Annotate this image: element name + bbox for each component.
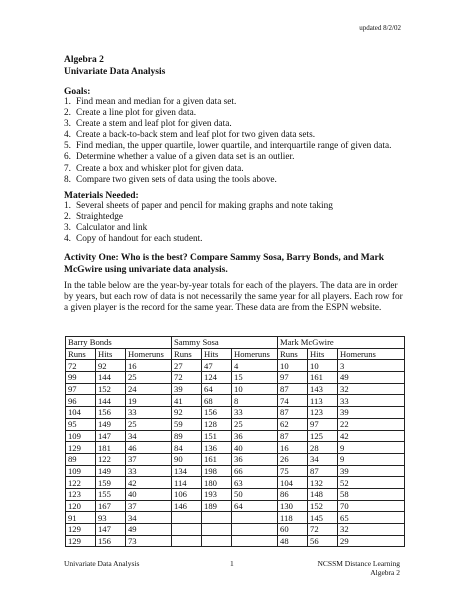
table-cell: 99 bbox=[66, 372, 96, 384]
table-cell: 97 bbox=[308, 418, 338, 430]
table-cell: 25 bbox=[126, 372, 172, 384]
table-cell: 167 bbox=[96, 500, 126, 512]
column-header: Homeruns bbox=[232, 348, 278, 360]
table-cell: 123 bbox=[66, 488, 96, 500]
table-cell: 63 bbox=[232, 477, 278, 489]
footer-course-line: Algebra 2 bbox=[370, 568, 400, 577]
table-cell: 120 bbox=[66, 500, 96, 512]
document-title bbox=[64, 54, 165, 78]
table-cell bbox=[172, 535, 202, 547]
table-row bbox=[66, 477, 405, 489]
table-cell: 39 bbox=[172, 383, 202, 395]
table-cell: 10 bbox=[278, 360, 308, 372]
table-cell: 125 bbox=[308, 430, 338, 442]
table-cell: 37 bbox=[126, 500, 172, 512]
table-cell: 8 bbox=[232, 395, 278, 407]
footer-publisher bbox=[318, 559, 401, 577]
table-cell: 149 bbox=[96, 465, 126, 477]
table-cell: 152 bbox=[96, 383, 126, 395]
table-cell: 33 bbox=[126, 407, 172, 419]
table-cell: 25 bbox=[232, 418, 278, 430]
table-cell: 161 bbox=[202, 453, 232, 465]
table-cell: 124 bbox=[202, 372, 232, 384]
table-cell: 72 bbox=[66, 360, 96, 372]
column-header: Hits bbox=[96, 348, 126, 360]
table-cell: 42 bbox=[338, 430, 405, 442]
table-cell: 16 bbox=[126, 360, 172, 372]
table-cell: 109 bbox=[66, 430, 96, 442]
table-cell: 180 bbox=[202, 477, 232, 489]
goals-list bbox=[64, 97, 391, 186]
table-cell: 24 bbox=[126, 383, 172, 395]
footer-publisher-line: NCSSM Distance Learning bbox=[317, 559, 400, 568]
table-cell: 10 bbox=[308, 360, 338, 372]
table-row bbox=[66, 372, 405, 384]
table-cell: 42 bbox=[126, 477, 172, 489]
goals-heading: Goals: bbox=[64, 87, 91, 97]
table-row bbox=[66, 442, 405, 454]
table-cell: 134 bbox=[172, 465, 202, 477]
stats-body bbox=[66, 360, 405, 547]
goal-item: 5. Find median, the upper quartile, lower quartile, and interquartile range of given data. bbox=[64, 141, 392, 152]
table-row bbox=[66, 500, 405, 512]
table-cell: 3 bbox=[338, 360, 405, 372]
column-header: Homeruns bbox=[126, 348, 172, 360]
table-cell: 9 bbox=[338, 453, 405, 465]
goal-item: 2. Create a line plot for given data. bbox=[64, 108, 197, 119]
table-cell: 93 bbox=[96, 512, 126, 524]
table-cell: 149 bbox=[96, 418, 126, 430]
table-cell: 36 bbox=[232, 453, 278, 465]
table-cell: 32 bbox=[338, 524, 405, 536]
table-cell: 89 bbox=[172, 430, 202, 442]
table-cell: 144 bbox=[96, 395, 126, 407]
table-cell: 33 bbox=[232, 407, 278, 419]
table-row bbox=[66, 383, 405, 395]
materials-heading: Materials Needed: bbox=[64, 191, 139, 201]
column-header: Homeruns bbox=[338, 348, 405, 360]
table-cell: 49 bbox=[126, 524, 172, 536]
table-row bbox=[66, 535, 405, 547]
table-cell: 27 bbox=[172, 360, 202, 372]
player-name-sosa: Sammy Sosa bbox=[172, 337, 278, 349]
table-cell: 59 bbox=[172, 418, 202, 430]
table-cell bbox=[202, 512, 232, 524]
table-row bbox=[66, 360, 405, 372]
player-name-bonds: Barry Bonds bbox=[66, 337, 172, 349]
table-cell: 90 bbox=[172, 453, 202, 465]
table-cell: 87 bbox=[278, 383, 308, 395]
activity-heading: Activity One: Who is the best? Compare Sammy Sosa, Barry Bonds, and Mark McGwire using univariate data analysis. bbox=[64, 253, 385, 275]
table-cell: 19 bbox=[126, 395, 172, 407]
updated-date: updated 8/2/02 bbox=[359, 24, 401, 32]
table-cell: 159 bbox=[96, 477, 126, 489]
table-cell: 84 bbox=[172, 442, 202, 454]
table-cell: 40 bbox=[126, 488, 172, 500]
table-cell: 86 bbox=[278, 488, 308, 500]
table-cell: 64 bbox=[232, 500, 278, 512]
table-cell: 97 bbox=[66, 383, 96, 395]
table-cell: 189 bbox=[202, 500, 232, 512]
table-cell: 52 bbox=[338, 477, 405, 489]
table-cell: 15 bbox=[232, 372, 278, 384]
table-cell: 193 bbox=[202, 488, 232, 500]
table-cell: 22 bbox=[338, 418, 405, 430]
table-cell: 118 bbox=[278, 512, 308, 524]
table-cell: 143 bbox=[308, 383, 338, 395]
table-cell: 47 bbox=[202, 360, 232, 372]
table-cell: 32 bbox=[338, 383, 405, 395]
table-cell: 68 bbox=[202, 395, 232, 407]
course-title: Algebra 2 bbox=[64, 55, 104, 65]
table-cell: 72 bbox=[308, 524, 338, 536]
unit-title: Univariate Data Analysis bbox=[64, 67, 166, 77]
column-header: Runs bbox=[278, 348, 308, 360]
table-cell: 122 bbox=[96, 453, 126, 465]
table-row bbox=[66, 395, 405, 407]
table-cell: 49 bbox=[338, 372, 405, 384]
footer-title: Univariate Data Analysis bbox=[64, 559, 140, 568]
table-cell: 58 bbox=[338, 488, 405, 500]
table-row bbox=[66, 488, 405, 500]
table-cell: 106 bbox=[172, 488, 202, 500]
column-header: Hits bbox=[308, 348, 338, 360]
table-cell: 123 bbox=[308, 407, 338, 419]
table-cell bbox=[232, 512, 278, 524]
material-item: 2. Straightedge bbox=[64, 212, 123, 223]
table-cell: 39 bbox=[338, 407, 405, 419]
table-cell: 104 bbox=[66, 407, 96, 419]
table-cell: 39 bbox=[338, 465, 405, 477]
table-cell: 198 bbox=[202, 465, 232, 477]
table-cell: 16 bbox=[278, 442, 308, 454]
table-cell: 26 bbox=[278, 453, 308, 465]
table-cell: 161 bbox=[308, 372, 338, 384]
column-header: Runs bbox=[172, 348, 202, 360]
table-cell: 156 bbox=[96, 535, 126, 547]
table-row bbox=[66, 465, 405, 477]
table-cell: 73 bbox=[126, 535, 172, 547]
player-stats-table bbox=[65, 336, 405, 547]
column-header: Runs bbox=[66, 348, 96, 360]
goal-item: 3. Create a stem and leaf plot for given data. bbox=[64, 119, 232, 130]
table-cell: 152 bbox=[308, 500, 338, 512]
table-row bbox=[66, 512, 405, 524]
table-cell: 155 bbox=[96, 488, 126, 500]
goal-item: 8. Compare two given sets of data using the tools above. bbox=[64, 174, 277, 185]
goal-item: 4. Create a back-to-back stem and leaf plot for two given data sets. bbox=[64, 130, 316, 141]
material-item: 1. Several sheets of paper and pencil for making graphs and note taking bbox=[64, 201, 333, 211]
table-cell: 122 bbox=[66, 477, 96, 489]
table-cell: 37 bbox=[126, 453, 172, 465]
table-cell: 114 bbox=[172, 477, 202, 489]
table-cell: 34 bbox=[126, 430, 172, 442]
table-cell: 104 bbox=[278, 477, 308, 489]
table-cell: 60 bbox=[278, 524, 308, 536]
table-cell: 113 bbox=[308, 395, 338, 407]
table-cell: 72 bbox=[172, 372, 202, 384]
table-cell: 92 bbox=[172, 407, 202, 419]
table-cell: 10 bbox=[232, 383, 278, 395]
table-cell: 128 bbox=[202, 418, 232, 430]
table-cell: 66 bbox=[232, 465, 278, 477]
material-item: 3. Calculator and link bbox=[64, 223, 148, 234]
table-cell: 95 bbox=[66, 418, 96, 430]
table-cell: 33 bbox=[126, 465, 172, 477]
column-header: Hits bbox=[202, 348, 232, 360]
table-cell: 129 bbox=[66, 535, 96, 547]
table-cell: 148 bbox=[308, 488, 338, 500]
column-header-row bbox=[66, 348, 405, 360]
goal-item: 7. Create a box and whisker plot for given data. bbox=[64, 163, 244, 174]
table-cell: 56 bbox=[308, 535, 338, 547]
table-cell: 136 bbox=[202, 442, 232, 454]
table-cell: 25 bbox=[126, 418, 172, 430]
table-cell: 97 bbox=[278, 372, 308, 384]
table-cell: 41 bbox=[172, 395, 202, 407]
table-cell: 36 bbox=[232, 430, 278, 442]
table-cell: 130 bbox=[278, 500, 308, 512]
table-cell: 65 bbox=[338, 512, 405, 524]
table-cell: 156 bbox=[96, 407, 126, 419]
page-number: 1 bbox=[230, 559, 234, 568]
table-cell: 62 bbox=[278, 418, 308, 430]
table-cell: 34 bbox=[126, 512, 172, 524]
table-cell bbox=[232, 524, 278, 536]
table-cell: 28 bbox=[308, 442, 338, 454]
table-cell: 46 bbox=[126, 442, 172, 454]
table-cell: 181 bbox=[96, 442, 126, 454]
table-cell: 4 bbox=[232, 360, 278, 372]
table-cell: 70 bbox=[338, 500, 405, 512]
table-cell: 129 bbox=[66, 524, 96, 536]
table-cell: 147 bbox=[96, 524, 126, 536]
goal-item: 1. Find mean and median for a given data set. bbox=[64, 97, 237, 107]
table-cell: 87 bbox=[278, 430, 308, 442]
materials-list bbox=[64, 201, 333, 245]
table-row bbox=[66, 407, 405, 419]
table-cell: 109 bbox=[66, 465, 96, 477]
table-cell: 64 bbox=[202, 383, 232, 395]
table-cell: 92 bbox=[96, 360, 126, 372]
table-cell: 74 bbox=[278, 395, 308, 407]
table-cell: 96 bbox=[66, 395, 96, 407]
table-cell: 144 bbox=[96, 372, 126, 384]
table-cell: 87 bbox=[278, 407, 308, 419]
table-cell: 156 bbox=[202, 407, 232, 419]
table-cell: 129 bbox=[66, 442, 96, 454]
table-cell: 9 bbox=[338, 442, 405, 454]
table-cell: 132 bbox=[308, 477, 338, 489]
player-name-mcgwire: Mark McGwire bbox=[278, 337, 405, 349]
table-cell: 75 bbox=[278, 465, 308, 477]
table-row bbox=[66, 430, 405, 442]
material-item: 4. Copy of handout for each student. bbox=[64, 234, 203, 245]
table-row bbox=[66, 524, 405, 536]
table-cell bbox=[202, 535, 232, 547]
table-cell: 91 bbox=[66, 512, 96, 524]
table-cell bbox=[172, 524, 202, 536]
table-row bbox=[66, 418, 405, 430]
table-cell: 29 bbox=[338, 535, 405, 547]
table-cell: 151 bbox=[202, 430, 232, 442]
table-cell bbox=[202, 524, 232, 536]
table-cell: 145 bbox=[308, 512, 338, 524]
player-header-row bbox=[66, 337, 405, 349]
table-cell: 33 bbox=[338, 395, 405, 407]
table-cell: 34 bbox=[308, 453, 338, 465]
table-cell: 147 bbox=[96, 430, 126, 442]
table-cell bbox=[172, 512, 202, 524]
goal-item: 6. Determine whether a value of a given data set is an outlier. bbox=[64, 152, 295, 163]
table-cell: 48 bbox=[278, 535, 308, 547]
activity-paragraph: In the table below are the year-by-year totals for each of the players. The data are in order by years, but each row of data is not necessarily the same year for all players. Each row for a given player is the record for the same year. These data are from the ESPN website. bbox=[64, 281, 403, 314]
table-cell: 87 bbox=[308, 465, 338, 477]
table-cell: 40 bbox=[232, 442, 278, 454]
table-cell bbox=[232, 535, 278, 547]
table-cell: 146 bbox=[172, 500, 202, 512]
table-cell: 50 bbox=[232, 488, 278, 500]
table-row bbox=[66, 453, 405, 465]
table-cell: 89 bbox=[66, 453, 96, 465]
